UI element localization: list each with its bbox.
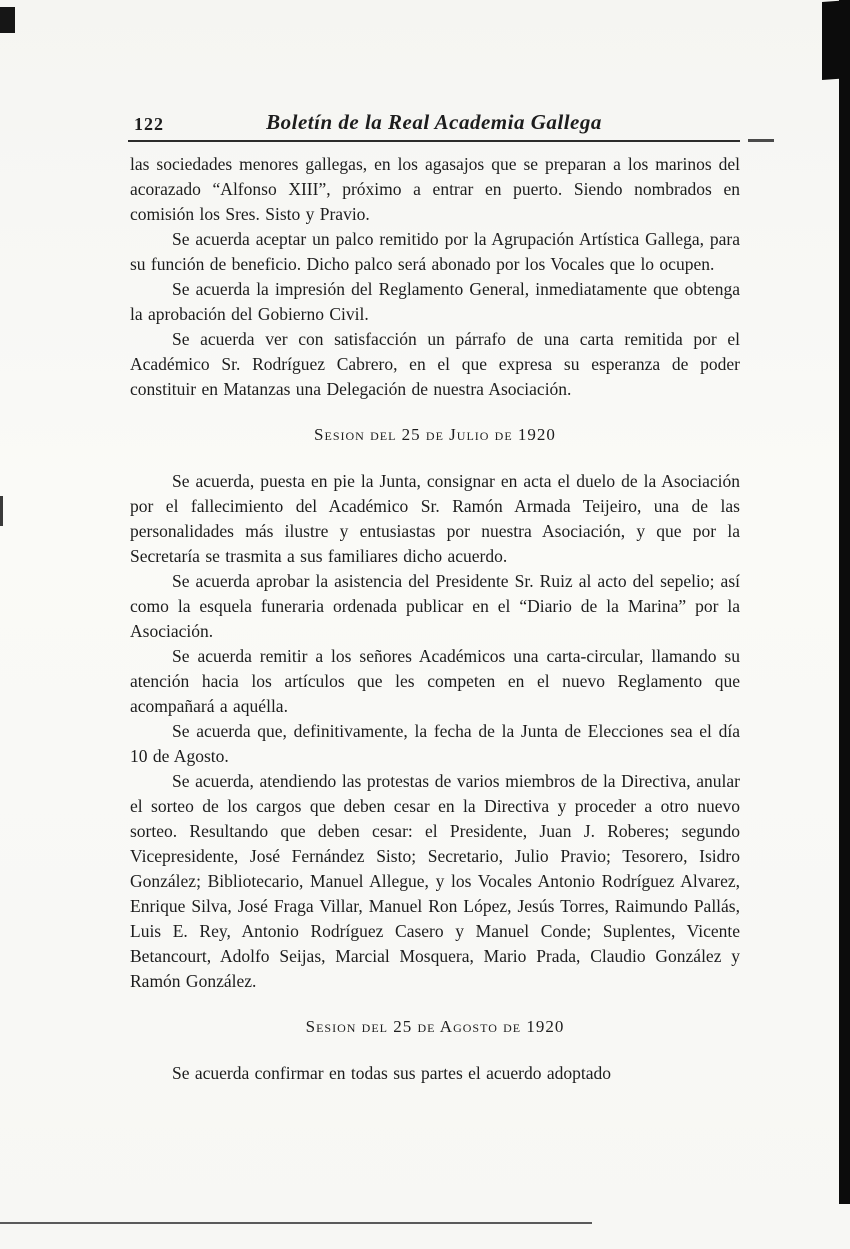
section-heading-agosto-1920: Sesion del 25 de Agosto de 1920 — [305, 1017, 565, 1036]
paragraph: las sociedades menores gallegas, en los agasajos que se preparan a los marinos del acorazado “Alfonso XIII”, próximo a entrar en puerto. Siendo nombrados en comisión los Sres. Sisto y Pravio. — [130, 154, 740, 224]
paragraph: Se acuerda aprobar la asistencia del Presidente Sr. Ruiz al acto del sepelio; así como la esquela funeraria ordenada publicar en el “Diario de la Marina” por la Asociación. — [130, 571, 740, 641]
scan-artifact-top-right-corner — [822, 0, 850, 80]
paragraph: Se acuerda ver con satisfacción un párrafo de una carta remitida por el Académico Sr. Rodríguez Cabrero, en el que expresa su esperanza de poder constituir en Matanzas una Delegación de nuestra Asociación. — [130, 329, 740, 399]
paragraph: Se acuerda, puesta en pie la Junta, consignar en acta el duelo de la Asociación por el fallecimiento del Académico Sr. Ramón Armada Teijeiro, una de las personalidades más ilustre y entusiastas por nuestra Asociación, y que por la Secretaría se trasmita a sus familiares dicho acuerdo. — [130, 471, 740, 566]
paragraph: Se acuerda la impresión del Reglamento General, inmediatamente que obtenga la aprobación del Gobierno Civil. — [130, 279, 740, 324]
page-header — [128, 106, 740, 142]
scan-artifact-header-dash — [748, 139, 774, 142]
section-heading-julio-1920: Sesion del 25 de Julio de 1920 — [314, 425, 556, 444]
journal-title: Boletín de la Real Academia Gallega — [266, 110, 602, 134]
page-number: 122 — [134, 114, 164, 134]
paragraph: Se acuerda remitir a los señores Académicos una carta-circular, llamando su atención hacia los artículos que les competen en el nuevo Reglamento que acompañará a aquélla. — [130, 646, 740, 716]
page-body — [130, 152, 740, 1086]
scan-artifact-top-left-mark — [0, 7, 15, 33]
paragraph: Se acuerda, atendiendo las protestas de varios miembros de la Directiva, anular el sorteo de los cargos que deben cesar en la Directiva y proceder a otro nuevo sorteo. Resultando que deben cesar: el Presidente, Juan J. Roberes; segundo Vicepresidente, José Fernández Sisto; Secretario, Julio Pravio; Tesorero, Isidro González; Bibliotecario, Manuel Allegue, y los Vocales Antonio Rodríguez Alvarez, Enrique Silva, José Fraga Villar, Manuel Ron López, Jesús Torres, Raimundo Pallás, Luis E. Rey, Antonio Rodríguez Casero y Manuel Conde; Suplentes, Vicente Betancourt, Adolfo Seijas, Marcial Mosquera, Mario Prada, Claudio González y Ramón González. — [130, 771, 740, 991]
paragraph: Se acuerda confirmar en todas sus partes el acuerdo adoptado — [172, 1063, 612, 1083]
scan-artifact-right-bar — [839, 0, 850, 1204]
paragraph: Se acuerda aceptar un palco remitido por la Agrupación Artística Gallega, para su función de beneficio. Dicho palco será abonado por los Vocales que lo ocupen. — [130, 229, 740, 274]
scan-artifact-bottom-line — [0, 1222, 592, 1224]
paragraph: Se acuerda que, definitivamente, la fecha de la Junta de Elecciones sea el día 10 de Agosto. — [130, 721, 740, 766]
scan-artifact-left-edge-mark — [0, 496, 3, 526]
